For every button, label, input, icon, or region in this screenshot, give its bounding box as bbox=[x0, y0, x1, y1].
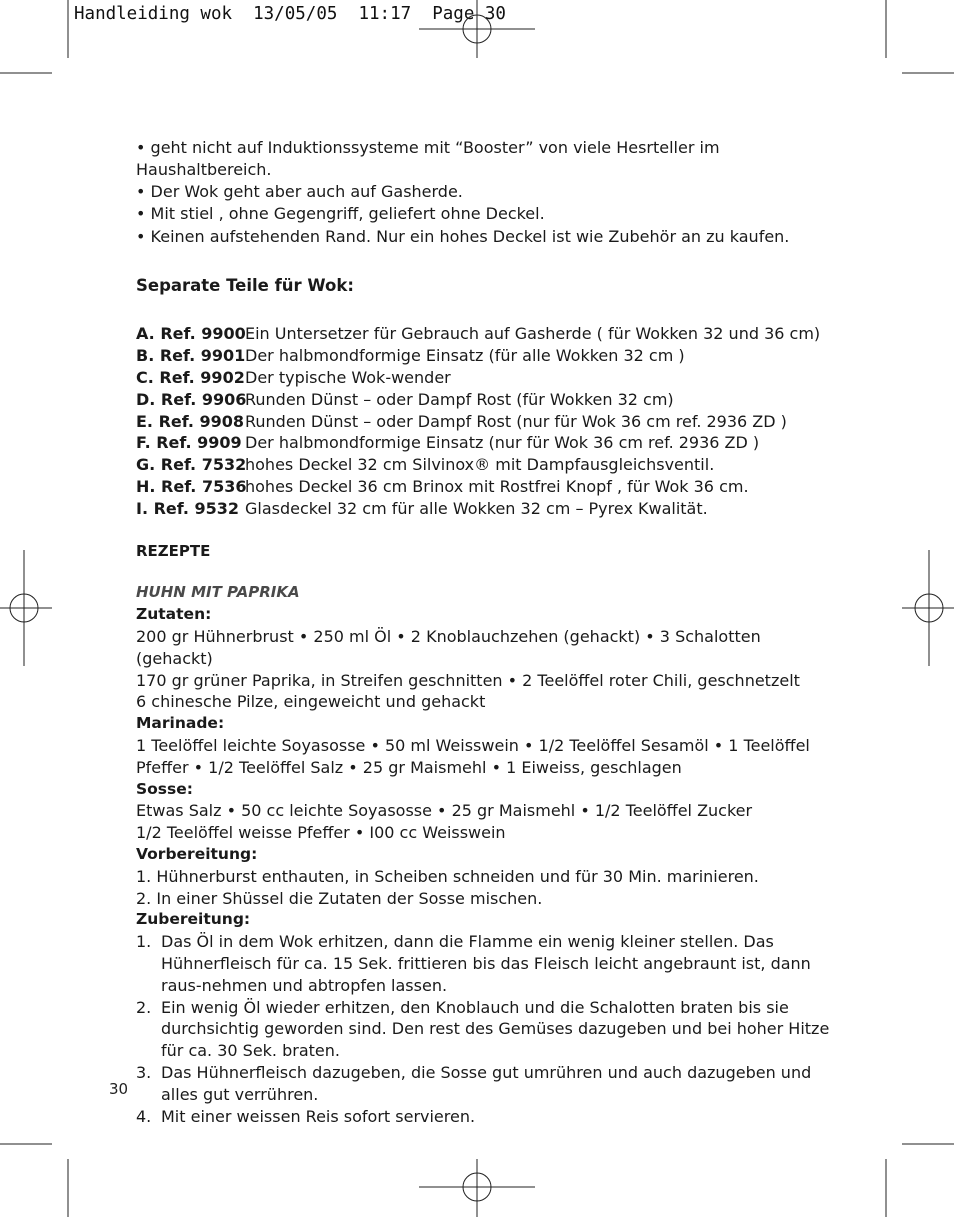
part-description: Der halbmondformige Einsatz (nur für Wok 36 cm ref. 2936 ZD ) bbox=[245, 433, 760, 453]
cooking-step bbox=[136, 1106, 836, 1128]
recipe-title: HUHN MIT PAPRIKA bbox=[136, 583, 300, 602]
part-row bbox=[136, 345, 836, 367]
marinade-line: 1 Teelöffel leichte Soyasosse • 50 ml Weisswein • 1/2 Teelöffel Sesamöl • 1 Teelöffel bbox=[136, 736, 810, 756]
step-number: 2. bbox=[136, 997, 152, 1017]
step-text: Das Hühnerfleisch dazugeben, die Sosse gut umrühren und auch dazugeben und alles gut verrühren. bbox=[161, 1062, 812, 1104]
part-row bbox=[136, 411, 836, 433]
part-row bbox=[136, 389, 836, 411]
step-number: 3. bbox=[136, 1062, 152, 1082]
part-ref: B. Ref. 9901 bbox=[136, 346, 246, 366]
cooking-step bbox=[136, 997, 836, 1062]
part-description: Der typische Wok-wender bbox=[245, 368, 451, 388]
preparation-line: 1. Hühnerburst enthauten, in Scheiben schneiden und für 30 Min. marinieren. bbox=[136, 866, 759, 886]
feature-bullet: • Der Wok geht aber auch auf Gasherde. bbox=[136, 181, 836, 203]
part-ref: A. Ref. 9900 bbox=[136, 324, 246, 344]
sauce-line: 1/2 Teelöffel weisse Pfeffer • I00 cc Weisswein bbox=[136, 823, 506, 843]
step-text: Mit einer weissen Reis sofort servieren. bbox=[161, 1106, 476, 1126]
print-slug: Handleiding wok 13/05/05 11:17 Page 30 bbox=[74, 4, 506, 24]
ingredients-line: 200 gr Hühnerbrust • 250 ml Öl • 2 Knoblauchzehen (gehackt) • 3 Schalotten (gehackt) bbox=[136, 627, 761, 668]
cooking-step bbox=[136, 1062, 836, 1106]
page-number: 30 bbox=[109, 1080, 129, 1098]
part-row bbox=[136, 323, 836, 345]
marinade-heading: Marinade: bbox=[136, 714, 225, 733]
page-content bbox=[136, 137, 836, 1127]
part-description: hohes Deckel 32 cm Silvinox® mit Dampfausgleichsventil. bbox=[245, 455, 715, 475]
part-row bbox=[136, 454, 836, 476]
sauce-heading: Sosse: bbox=[136, 779, 193, 798]
feature-bullet: • Mit stiel , ohne Gegengriff, geliefert ohne Deckel. bbox=[136, 203, 836, 225]
cooking-heading: Zubereitung: bbox=[136, 910, 251, 929]
cooking-steps bbox=[136, 931, 836, 1127]
part-description: Der halbmondformige Einsatz (für alle Wokken 32 cm ) bbox=[245, 346, 685, 366]
part-description: Glasdeckel 32 cm für alle Wokken 32 cm – Pyrex Kwalität. bbox=[245, 498, 708, 518]
feature-bullet: • geht nicht auf Induktionssysteme mit “Booster” von viele Hesrteller im Haushaltbereich. bbox=[136, 137, 836, 181]
part-ref: F. Ref. 9909 bbox=[136, 433, 242, 453]
step-number: 4. bbox=[136, 1106, 152, 1126]
part-description: Ein Untersetzer für Gebrauch auf Gasherde ( für Wokken 32 und 36 cm) bbox=[245, 324, 821, 344]
part-ref: D. Ref. 9906 bbox=[136, 389, 247, 409]
part-ref: H. Ref. 7536 bbox=[136, 477, 247, 497]
part-row bbox=[136, 498, 836, 520]
parts-section-title: Separate Teile für Wok: bbox=[136, 276, 354, 296]
parts-list bbox=[136, 323, 836, 519]
ingredients-heading: Zutaten: bbox=[136, 605, 212, 624]
preparation-heading: Vorbereitung: bbox=[136, 845, 258, 864]
recipes-heading: REZEPTE bbox=[136, 541, 211, 560]
feature-bullet-list bbox=[136, 137, 836, 247]
part-description: Runden Dünst – oder Dampf Rost (für Wokken 32 cm) bbox=[245, 389, 674, 409]
part-row bbox=[136, 476, 836, 498]
part-ref: C. Ref. 9902 bbox=[136, 368, 245, 388]
marinade-line: Pfeffer • 1/2 Teelöffel Salz • 25 gr Maismehl • 1 Eiweiss, geschlagen bbox=[136, 757, 682, 777]
part-ref: G. Ref. 7532 bbox=[136, 455, 247, 475]
sauce-line: Etwas Salz • 50 cc leichte Soyasosse • 25 gr Maismehl • 1/2 Teelöffel Zucker bbox=[136, 801, 753, 821]
part-ref: I. Ref. 9532 bbox=[136, 498, 240, 518]
part-description: hohes Deckel 36 cm Brinox mit Rostfrei Knopf , für Wok 36 cm. bbox=[245, 477, 749, 497]
step-number: 1. bbox=[136, 932, 152, 952]
part-ref: E. Ref. 9908 bbox=[136, 411, 245, 431]
preparation-line: 2. In einer Shüssel die Zutaten der Sosse mischen. bbox=[136, 888, 543, 908]
ingredients-line: 6 chinesche Pilze, eingeweicht und gehackt bbox=[136, 692, 486, 712]
ingredients-line: 170 gr grüner Paprika, in Streifen geschnitten • 2 Teelöffel roter Chili, geschnetzelt bbox=[136, 670, 800, 690]
part-row bbox=[136, 367, 836, 389]
part-description: Runden Dünst – oder Dampf Rost (nur für Wok 36 cm ref. 2936 ZD ) bbox=[245, 411, 787, 431]
feature-bullet: • Keinen aufstehenden Rand. Nur ein hohes Deckel ist wie Zubehör an zu kaufen. bbox=[136, 226, 836, 248]
part-row bbox=[136, 432, 836, 454]
step-text: Ein wenig Öl wieder erhitzen, den Knoblauch und die Schalotten braten bis sie durchsichtig geworden sind. Den rest des Gemüses dazugeben und bei hoher Hitze für ca. 30 Sek. braten. bbox=[161, 997, 830, 1061]
step-text: Das Öl in dem Wok erhitzen, dann die Flamme ein wenig kleiner stellen. Das Hühnerfleisch für ca. 15 Sek. frittieren bis das Fleisch leicht angebraunt ist, dann raus-nehmen und abtropfen lassen. bbox=[161, 932, 811, 995]
cooking-step bbox=[136, 931, 836, 996]
